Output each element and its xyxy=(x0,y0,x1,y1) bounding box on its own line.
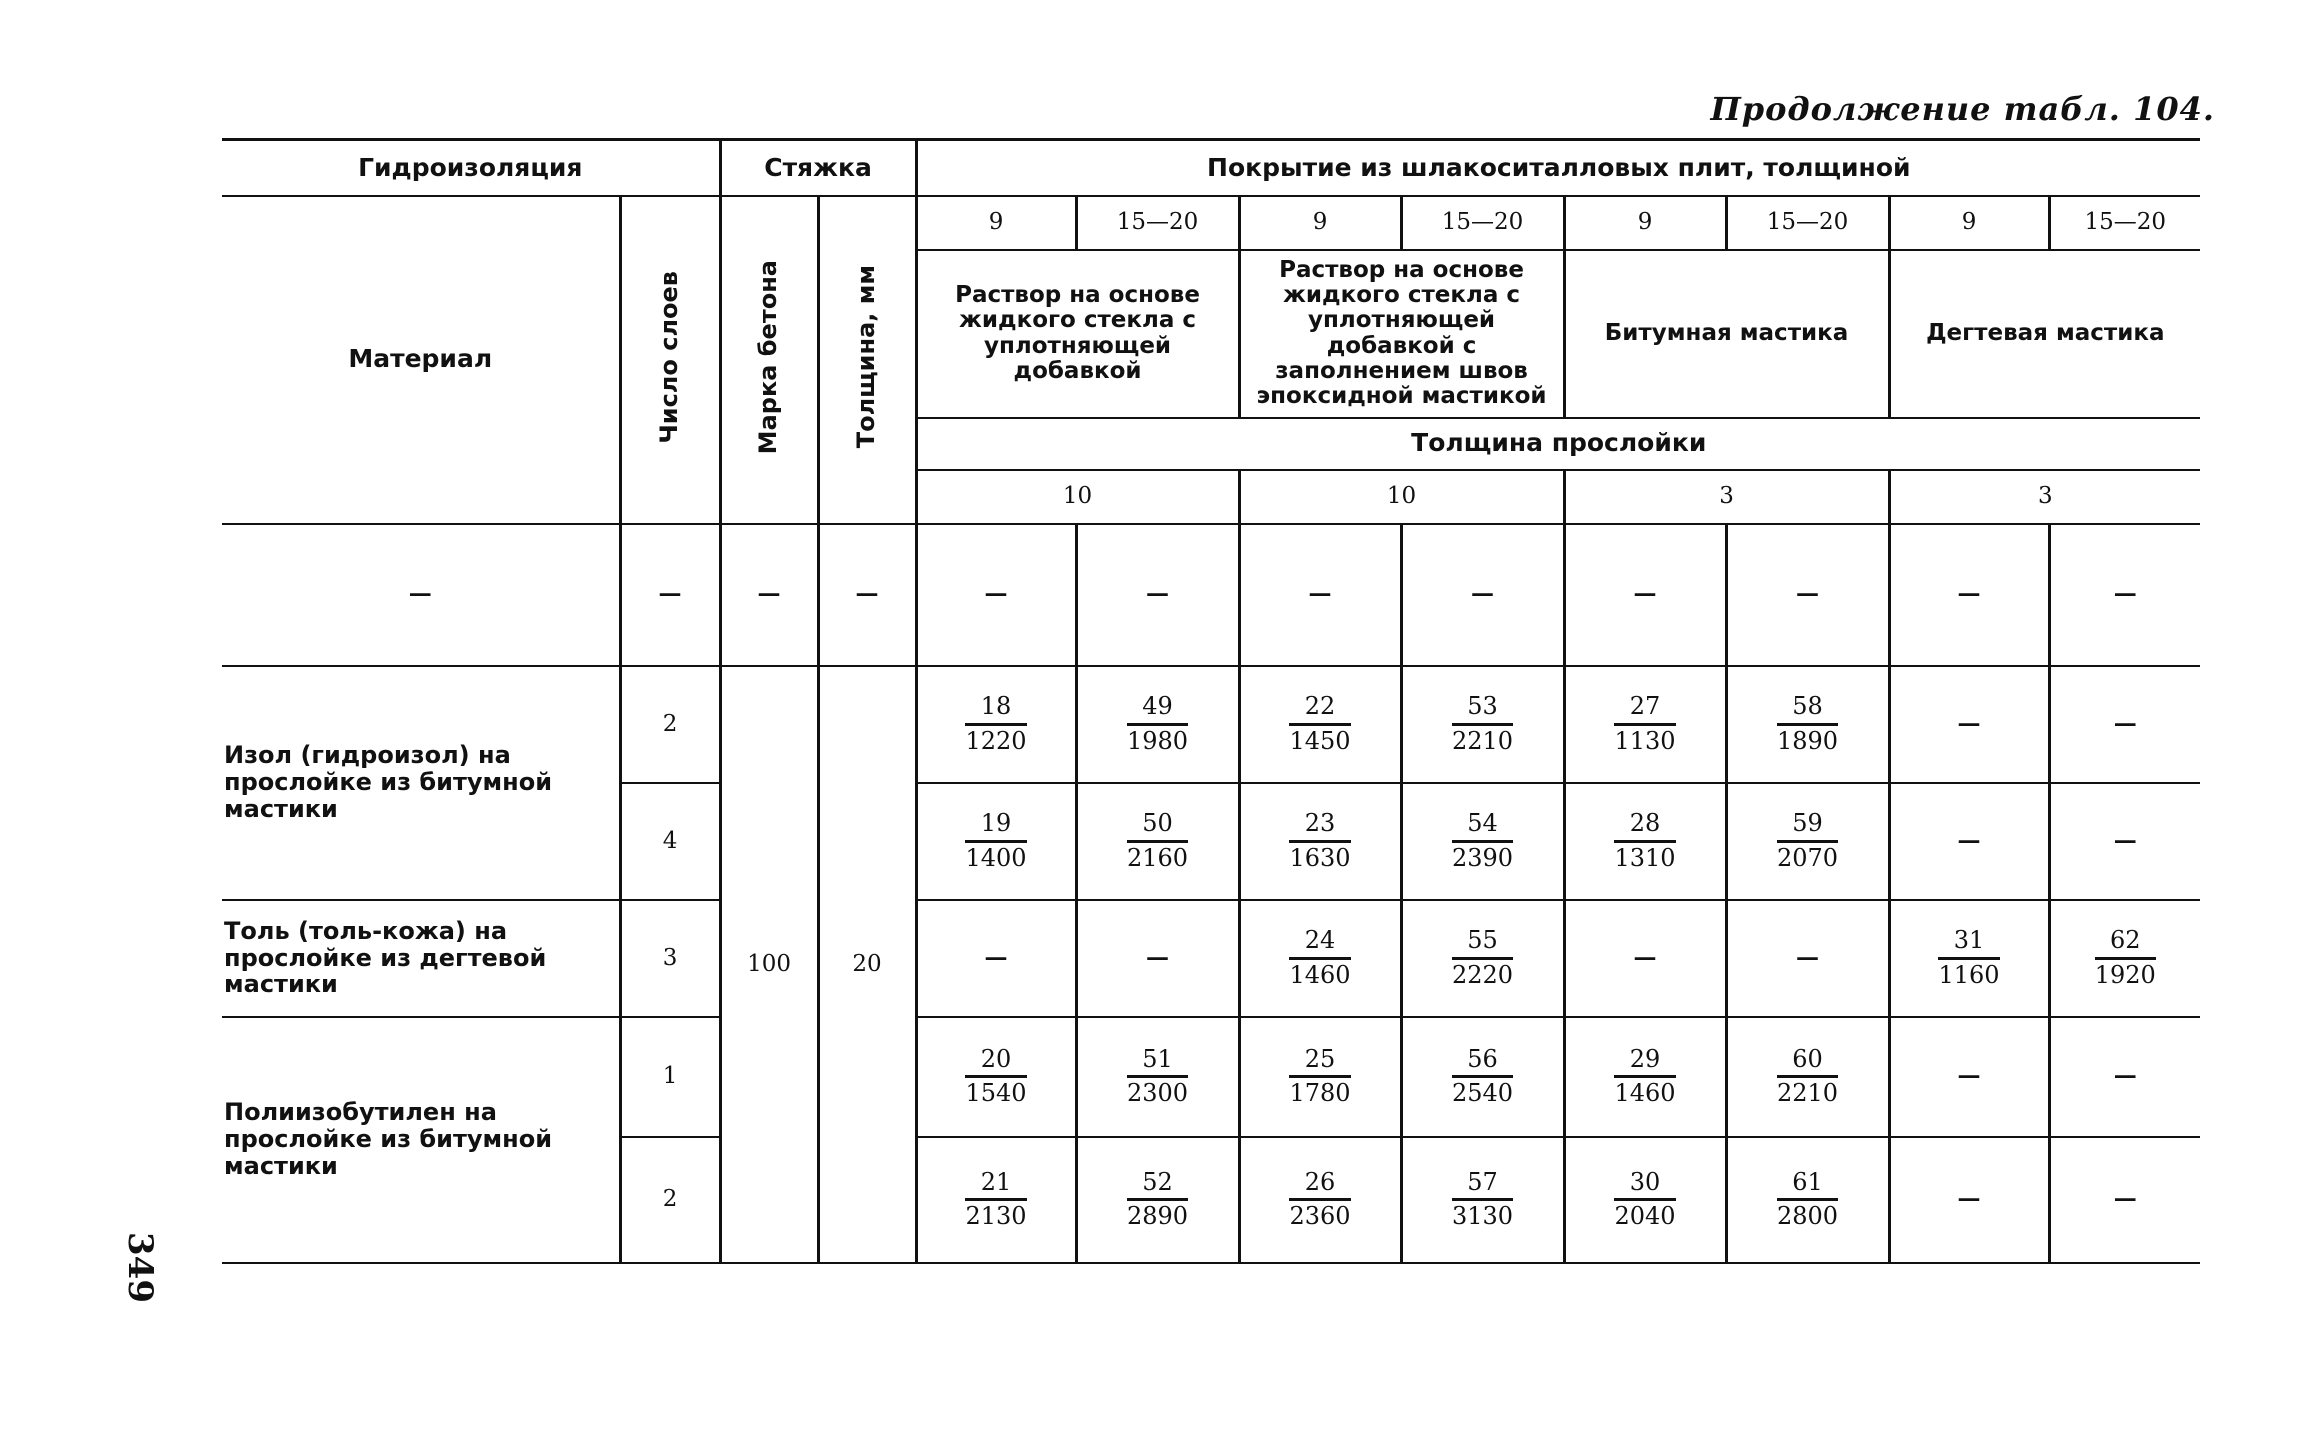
fraction-cell xyxy=(1076,1017,1239,1137)
dash-cell: — xyxy=(916,524,1076,666)
layers-value: 1 xyxy=(620,1017,720,1137)
thickness-col-6: 15—20 xyxy=(1726,196,1889,250)
fraction xyxy=(1127,811,1188,870)
fraction-denominator: 1460 xyxy=(1289,960,1351,989)
fraction-numerator: 30 xyxy=(1614,1170,1675,1201)
fraction-denominator: 3130 xyxy=(1451,1202,1514,1230)
layers-value: 4 xyxy=(620,783,720,900)
continuation-title: Продолжение табл. 104. xyxy=(1710,90,2215,128)
fraction xyxy=(1126,1167,1189,1230)
material-name: Изол (гидроизол) на прослойке из битумной мастики xyxy=(222,666,620,900)
fraction-numerator: 21 xyxy=(965,1170,1026,1201)
fraction xyxy=(1289,1044,1351,1107)
fraction-numerator: 20 xyxy=(965,1047,1026,1078)
fraction-numerator: 57 xyxy=(1452,1170,1513,1201)
fraction-denominator: 2360 xyxy=(1289,1202,1351,1230)
fraction-numerator: 52 xyxy=(1127,1170,1188,1201)
interlayer-value-1: 10 xyxy=(916,470,1239,524)
dash-cell: — xyxy=(720,524,818,666)
fraction-denominator: 1890 xyxy=(1776,726,1839,755)
fraction-cell xyxy=(1564,783,1726,900)
fraction-numerator: 54 xyxy=(1452,811,1513,842)
fraction-numerator: 19 xyxy=(965,811,1026,842)
thickness-col-4: 15—20 xyxy=(1401,196,1564,250)
fraction xyxy=(2095,928,2156,987)
fraction-cell xyxy=(1401,900,1564,1017)
fraction xyxy=(1452,811,1513,870)
fraction-denominator: 1310 xyxy=(1614,843,1676,872)
concrete-header: Марка бетона xyxy=(754,259,783,455)
fraction-cell xyxy=(1564,1017,1726,1137)
material-header: Материал xyxy=(222,196,620,524)
fraction-cell xyxy=(916,783,1076,900)
fraction-cell xyxy=(1239,666,1401,783)
dash-cell: — xyxy=(2049,666,2200,783)
fraction-cell xyxy=(2049,900,2200,1017)
dash-cell: — xyxy=(1889,1017,2049,1137)
fraction-denominator: 2070 xyxy=(1776,843,1839,872)
fraction xyxy=(1938,928,1999,987)
fraction-numerator: 22 xyxy=(1289,694,1350,725)
fraction-numerator: 51 xyxy=(1127,1047,1188,1078)
fraction-numerator: 27 xyxy=(1614,694,1675,725)
dash-cell: — xyxy=(1076,900,1239,1017)
thickness-header: Толщина, мм xyxy=(852,265,881,449)
fraction-cell xyxy=(1239,1137,1401,1263)
fraction xyxy=(1777,694,1838,753)
fraction-numerator: 62 xyxy=(2095,928,2156,959)
material-name: Полиизобутилен на прослойке из битумной мастики xyxy=(222,1017,620,1263)
fraction-cell xyxy=(1401,1137,1564,1263)
dash-cell: — xyxy=(1076,524,1239,666)
fraction-cell xyxy=(1726,1137,1889,1263)
fraction-cell xyxy=(1726,1017,1889,1137)
fraction-denominator: 2220 xyxy=(1451,960,1514,989)
fraction-numerator: 25 xyxy=(1289,1047,1350,1078)
fraction-numerator: 56 xyxy=(1452,1047,1513,1078)
fraction-denominator: 1780 xyxy=(1289,1079,1351,1107)
dash-cell: — xyxy=(222,524,620,666)
fraction-numerator: 55 xyxy=(1452,928,1513,959)
fraction xyxy=(965,694,1026,753)
interlayer-header: Толщина прослойки xyxy=(916,418,2200,470)
fraction-cell xyxy=(1401,783,1564,900)
fraction xyxy=(1289,811,1350,870)
fraction-cell xyxy=(1726,783,1889,900)
fraction xyxy=(1614,1167,1676,1230)
fraction-denominator: 2890 xyxy=(1126,1202,1189,1230)
fraction-denominator: 1980 xyxy=(1126,726,1189,755)
dash-cell: — xyxy=(1564,524,1726,666)
fraction xyxy=(1614,811,1675,870)
fraction-cell xyxy=(1401,1017,1564,1137)
table-row xyxy=(222,1017,2200,1137)
fraction-numerator: 53 xyxy=(1452,694,1513,725)
fraction xyxy=(1452,694,1513,753)
fraction-cell xyxy=(916,1017,1076,1137)
mortar-type-2: Раствор на основе жидкого стекла с уплотняющей добавкой с заполнением швов эпоксидной мастикой xyxy=(1239,250,1564,418)
data-table xyxy=(222,138,2200,1264)
dash-cell: — xyxy=(1889,666,2049,783)
fraction xyxy=(965,1044,1027,1107)
fraction-numerator: 58 xyxy=(1777,694,1838,725)
fraction-numerator: 28 xyxy=(1614,811,1675,842)
fraction xyxy=(1289,694,1350,753)
fraction-denominator: 2540 xyxy=(1451,1079,1514,1107)
fraction xyxy=(965,811,1026,870)
layers-value: 2 xyxy=(620,1137,720,1263)
fraction-cell xyxy=(1564,666,1726,783)
thickness-col-3: 9 xyxy=(1239,196,1401,250)
fraction xyxy=(1776,1044,1839,1107)
dash-cell: — xyxy=(916,900,1076,1017)
screed-header: Стяжка xyxy=(720,140,916,196)
thickness-col-7: 9 xyxy=(1889,196,2049,250)
fraction-numerator: 29 xyxy=(1614,1047,1675,1078)
fraction-denominator: 1220 xyxy=(965,726,1027,755)
fraction-denominator: 1460 xyxy=(1614,1079,1676,1107)
interlayer-value-3: 3 xyxy=(1564,470,1889,524)
fraction-cell xyxy=(1239,900,1401,1017)
fraction-denominator: 2160 xyxy=(1126,843,1189,872)
fraction-numerator: 61 xyxy=(1777,1170,1838,1201)
fraction-numerator: 31 xyxy=(1938,928,1999,959)
fraction-cell xyxy=(1239,1017,1401,1137)
table-row xyxy=(222,900,2200,1017)
dash-cell: — xyxy=(2049,1017,2200,1137)
dash-cell: — xyxy=(1564,900,1726,1017)
mortar-type-1: Раствор на основе жидкого стекла с уплотняющей добавкой xyxy=(916,250,1239,418)
material-name: Толь (толь-кожа) на прослойке из дегтевой мастики xyxy=(222,900,620,1017)
fraction-numerator: 60 xyxy=(1777,1047,1838,1078)
header-row-thickness xyxy=(222,196,2200,250)
fraction-cell xyxy=(1076,1137,1239,1263)
fraction-cell xyxy=(1076,783,1239,900)
fraction-cell xyxy=(1401,666,1564,783)
fraction xyxy=(1451,1044,1514,1107)
layers-header: Число слоев xyxy=(655,270,684,444)
dash-cell: — xyxy=(818,524,916,666)
fraction-denominator: 2210 xyxy=(1776,1079,1839,1107)
fraction-denominator: 1130 xyxy=(1614,726,1676,755)
layers-value: 2 xyxy=(620,666,720,783)
fraction-denominator: 1400 xyxy=(965,843,1027,872)
dash-cell: — xyxy=(1889,524,2049,666)
fraction xyxy=(1614,694,1675,753)
concrete-header-cell xyxy=(720,196,818,524)
layers-header-cell xyxy=(620,196,720,524)
dash-cell: — xyxy=(1726,900,1889,1017)
fraction-cell xyxy=(1239,783,1401,900)
thickness-col-2: 15—20 xyxy=(1076,196,1239,250)
fraction xyxy=(1777,811,1838,870)
fraction xyxy=(1127,694,1188,753)
dash-cell: — xyxy=(1889,1137,2049,1263)
fraction-cell xyxy=(1564,1137,1726,1263)
fraction-numerator: 24 xyxy=(1289,928,1350,959)
fraction-cell xyxy=(916,1137,1076,1263)
mortar-type-4: Дегтевая мастика xyxy=(1889,250,2200,418)
dash-cell: — xyxy=(1889,783,2049,900)
fraction-cell xyxy=(1726,666,1889,783)
thickness-col-8: 15—20 xyxy=(2049,196,2200,250)
fraction-denominator: 2040 xyxy=(1614,1202,1676,1230)
fraction-denominator: 1630 xyxy=(1289,843,1351,872)
fraction xyxy=(1126,1044,1189,1107)
fraction-numerator: 26 xyxy=(1289,1170,1350,1201)
fraction-denominator: 1540 xyxy=(965,1079,1027,1107)
fraction-denominator: 2390 xyxy=(1451,843,1514,872)
fraction-denominator: 1450 xyxy=(1289,726,1351,755)
fraction-cell xyxy=(1076,666,1239,783)
fraction-numerator: 49 xyxy=(1127,694,1188,725)
fraction-cell xyxy=(916,666,1076,783)
dash-cell: — xyxy=(1401,524,1564,666)
page-number: 349 xyxy=(120,1232,160,1303)
fraction-denominator: 2300 xyxy=(1126,1079,1189,1107)
fraction xyxy=(1614,1044,1676,1107)
dash-cell: — xyxy=(620,524,720,666)
interlayer-value-4: 3 xyxy=(1889,470,2200,524)
mortar-type-3: Битумная мастика xyxy=(1564,250,1889,418)
fraction-denominator: 2130 xyxy=(965,1202,1027,1230)
fraction-numerator: 18 xyxy=(965,694,1026,725)
fraction-numerator: 59 xyxy=(1777,811,1838,842)
fraction xyxy=(1452,928,1513,987)
fraction xyxy=(1451,1167,1514,1230)
header-row-1 xyxy=(222,140,2200,196)
fraction xyxy=(1776,1167,1839,1230)
fraction-cell xyxy=(1889,900,2049,1017)
table-row xyxy=(222,666,2200,783)
fraction-denominator: 1920 xyxy=(2094,960,2156,989)
concrete-grade-value: 100 xyxy=(720,666,818,1263)
hydro-header: Гидроизоляция xyxy=(222,140,720,196)
fraction xyxy=(1289,928,1350,987)
dash-cell: — xyxy=(1726,524,1889,666)
screed-thickness-value: 20 xyxy=(818,666,916,1263)
table-row-empty xyxy=(222,524,2200,666)
fraction xyxy=(1289,1167,1351,1230)
fraction xyxy=(965,1167,1027,1230)
dash-cell: — xyxy=(2049,524,2200,666)
thickness-header-cell xyxy=(818,196,916,524)
coating-header: Покрытие из шлакоситалловых плит, толщиной xyxy=(916,140,2200,196)
thickness-col-1: 9 xyxy=(916,196,1076,250)
dash-cell: — xyxy=(1239,524,1401,666)
thickness-col-5: 9 xyxy=(1564,196,1726,250)
fraction-denominator: 2800 xyxy=(1776,1202,1839,1230)
layers-value: 3 xyxy=(620,900,720,1017)
dash-cell: — xyxy=(2049,783,2200,900)
fraction-denominator: 2210 xyxy=(1451,726,1514,755)
fraction-numerator: 23 xyxy=(1289,811,1350,842)
fraction-numerator: 50 xyxy=(1127,811,1188,842)
fraction-denominator: 1160 xyxy=(1938,960,2000,989)
interlayer-value-2: 10 xyxy=(1239,470,1564,524)
dash-cell: — xyxy=(2049,1137,2200,1263)
